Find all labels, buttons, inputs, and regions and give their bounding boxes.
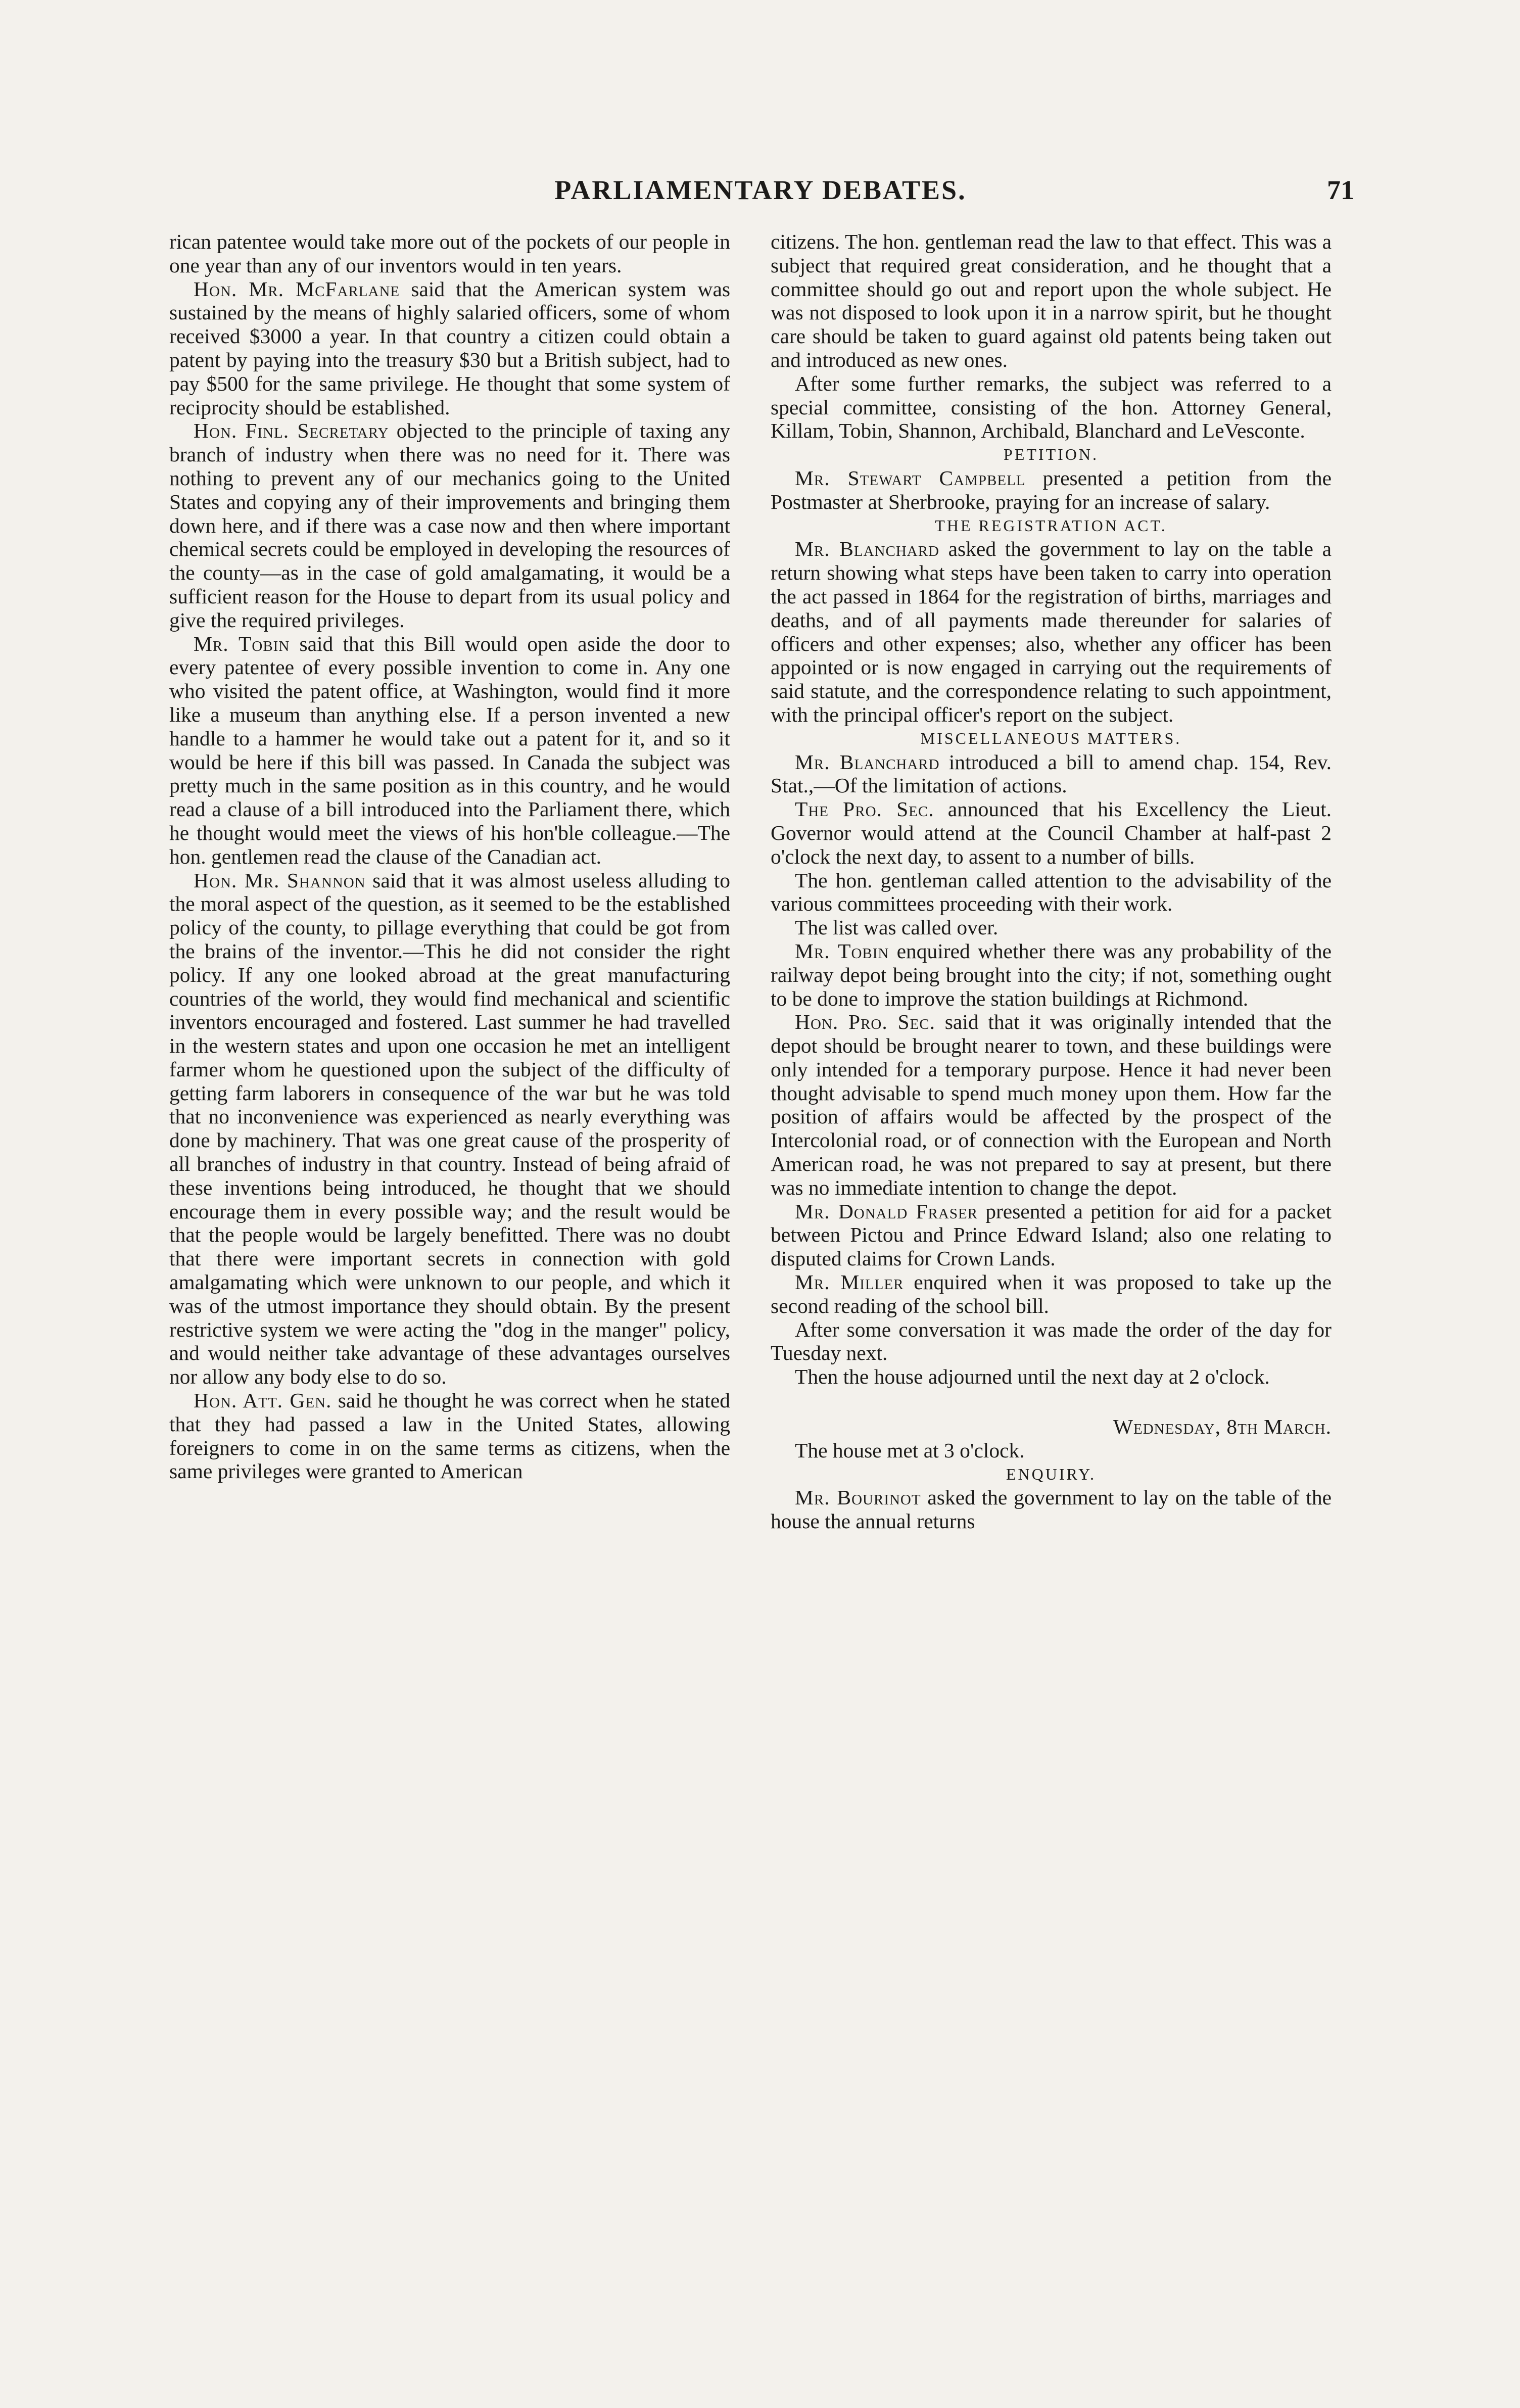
paragraph: [771, 916, 1332, 939]
speaker-name: The Pro. Sec.: [795, 797, 934, 821]
speaker-name: Mr. Bourinot: [795, 1486, 921, 1509]
speaker-name: Mr. Donald Fraser: [795, 1199, 978, 1223]
section-heading: PETITION.: [1004, 445, 1099, 464]
speaker-name: Mr. Tobin: [194, 632, 290, 655]
paragraph: [771, 1270, 1332, 1318]
paragraph: [169, 632, 730, 869]
speaker-name: Hon. Mr. Shannon: [194, 868, 366, 892]
speaker-name: Mr. Blanchard: [795, 750, 940, 774]
speaker-name: Hon. Pro. Sec.: [795, 1010, 936, 1034]
paragraph: [771, 372, 1332, 443]
speaker-name: Mr. Tobin: [795, 939, 889, 963]
paragraph-text: said that it was almost useless alluding to the moral aspect of the question, as it seemed to be the established policy of the county, to pillage everything that could be got from the brains of the inventor.—This he did not consider the right policy. If any one looked abroad at the great manufacturing countries of the world, they would find mechanical and scientific inventors encouraged and fostered. Last summer he had travelled in the western states and upon one occasion he met an intelligent farmer whom he questioned upon the subject of the difficulty of getting farm laborers in consequence of the war but he was told that no inconvenience was experienced as nearly everything was done by machinery. That was one great cause of the prosperity of all branches of industry in that country. Instead of being afraid of these inventions being introduced, he thought that we should encourage them in every possible way; and the result would be that the people would be largely benefitted. There was no doubt that there were important secrets in connection with gold amalgamating which were unknown to our people, and which it was of the utmost importance they should obtain. By the present restrictive system we were acting the "dog in the manger" policy, and would neither take advantage of these advantages ourselves nor allow any body else to do so.: [169, 868, 731, 1389]
paragraph: [771, 1439, 1332, 1462]
paragraph-text: said that this Bill would open aside the door to every patentee of every possible invention to come in. Any one who visited the patent office, at Washington, would find it more like a museum than anything else. If a person invented a new handle to a hammer he would take out a patent for it, and so it would be here if this bill was passed. In Canada the subject was pretty much in the same position as in this country, and he would read a clause of a bill introduced into the Parliament there, which he thought would meet the views of his hon'ble colleague.—The hon. gentlemen read the clause of the Canadian act.: [169, 632, 730, 868]
paragraph-text: enquired whether there was any probability of the railway depot being brought into the city; if not, something ought to be done to improve the station buildings at Richmond.: [771, 939, 1332, 1010]
paragraph-text: After some further remarks, the subject was referred to a special committee, consisting of the hon. Attorney General, Killam, Tobin, Shannon, Archibald, Blanchard and LeVesconte.: [771, 371, 1332, 443]
paragraph: [771, 1365, 1332, 1389]
speaker-name: Hon. Att. Gen.: [194, 1389, 332, 1412]
paragraph-text: enquired when it was proposed to take up the second reading of the school bill.: [771, 1270, 1332, 1317]
paragraph: [771, 230, 1332, 372]
paragraph-text: objected to the principle of taxing any branch of industry when there was no need for it. There was nothing to prevent any of our mechanics going to the United States and copying any of their improvements and bringing them down here, and if there was a case now and then where important chemical secrets could be employed in developing the resources of the county—as in the case of gold amalgamating, it would be a sufficient reason for the House to depart from its usual policy and give the required privileges.: [169, 419, 731, 632]
section-heading: THE REGISTRATION ACT.: [935, 516, 1167, 535]
paragraph-text: After some conversation it was made the order of the day for Tuesday next.: [771, 1317, 1332, 1365]
paragraph: [771, 537, 1332, 726]
paragraph-text: presented a petition for aid for a packet between Pictou and Prince Edward Island; also one relating to disputed claims for Crown Lands.: [771, 1199, 1332, 1270]
page-number: 71: [1327, 175, 1354, 205]
paragraph: [169, 869, 730, 1389]
section-heading: ENQUIRY.: [1006, 1465, 1097, 1483]
paragraph: [771, 1486, 1332, 1533]
paragraph: [771, 939, 1332, 1010]
paragraph-text: Then the house adjourned until the next day at 2 o'clock.: [795, 1365, 1270, 1389]
paragraph-text: asked the government to lay on the table of the house the annual returns: [771, 1486, 1332, 1533]
paragraph: [771, 797, 1332, 868]
section-heading: MISCELLANEOUS MATTERS.: [920, 729, 1182, 747]
speaker-name: Mr. Miller: [795, 1270, 904, 1294]
paragraph-text: The house met at 3 o'clock.: [795, 1438, 1025, 1462]
speaker-name: Mr. Blanchard: [795, 537, 940, 561]
running-title: PARLIAMENTARY DEBATES.: [554, 175, 967, 205]
paragraph: [771, 750, 1332, 798]
left-column: [169, 230, 730, 1483]
paragraph-text: asked the government to lay on the table a return showing what steps have been taken to carry into operation the act passed in 1864 for the registration of births, marriages and deaths, and of all payments made thereunder for salaries of officers and other expenses; also, whether any officer has been appointed or is now engaged in carrying out the requirements of said statute, and the correspondence relating to such appointment, with the principal officer's report on the subject.: [771, 537, 1332, 726]
right-column: [771, 230, 1332, 1533]
paragraph-text: The hon. gentleman called attention to the advisability of the various committees proceeding with their work.: [771, 868, 1332, 916]
paragraph: [771, 1010, 1332, 1199]
paragraph-text: said that the American system was sustained by the means of highly salaried officers, some of whom received $3000 a year. In that country a citizen could obtain a patent by paying into the treasury $30 but a British subject, had to pay $500 for the same privilege. He thought that some system of reciprocity should be established.: [169, 277, 731, 419]
date-line: Wednesday, 8th March.: [1113, 1415, 1332, 1439]
paragraph: [771, 869, 1332, 916]
paragraph: [169, 1389, 730, 1483]
paragraph-text: citizens. The hon. gentleman read the law to that effect. This was a subject that required great consideration, and he thought that a committee should go out and report upon the whole subject. He was not disposed to look upon it in a narrow spirit, but he thought care should be taken to guard against old patents being taken out and introduced as new ones.: [771, 230, 1332, 371]
paragraph-text: said that it was originally intended that the depot should be brought nearer to town, and these buildings were only intended for a temporary purpose. Hence it had never been thought advisable to spend much money upon them. How far the position of affairs would be affected by the prospect of the Intercolonial road, or of connection with the European and North American road, he was not prepared to say at present, but there was no immediate intention to change the depot.: [771, 1010, 1332, 1199]
paragraph: [771, 466, 1332, 514]
speaker-name: Hon. Finl. Secretary: [194, 419, 389, 443]
paragraph-text: rican patentee would take more out of the pockets of our people in one year than any of our inventors would in ten years.: [169, 230, 730, 277]
paragraph-text: announced that his Excellency the Lieut. Governor would attend at the Council Chamber at half-past 2 o'clock the next day, to assent to a number of bills.: [771, 797, 1332, 868]
paragraph-text: presented a petition from the Postmaster at Sherbrooke, praying for an increase of salary.: [771, 466, 1332, 513]
paragraph-text: introduced a bill to amend chap. 154, Rev. Stat.,—Of the limitation of actions.: [771, 750, 1332, 797]
speaker-name: Hon. Mr. McFarlane: [194, 277, 400, 301]
speaker-name: Mr. Stewart Campbell: [795, 466, 1026, 490]
paragraph-text: The list was called over.: [795, 916, 999, 939]
paragraph: [771, 1318, 1332, 1365]
paragraph-text: said he thought he was correct when he stated that they had passed a law in the United States, allowing foreigners to come in on the same terms as citizens, when the same privileges were granted to American: [169, 1389, 731, 1483]
paragraph: [169, 230, 730, 277]
paragraph: [169, 277, 730, 419]
page-header: [167, 174, 1354, 205]
paragraph: [771, 1200, 1332, 1270]
paragraph: [169, 419, 730, 632]
